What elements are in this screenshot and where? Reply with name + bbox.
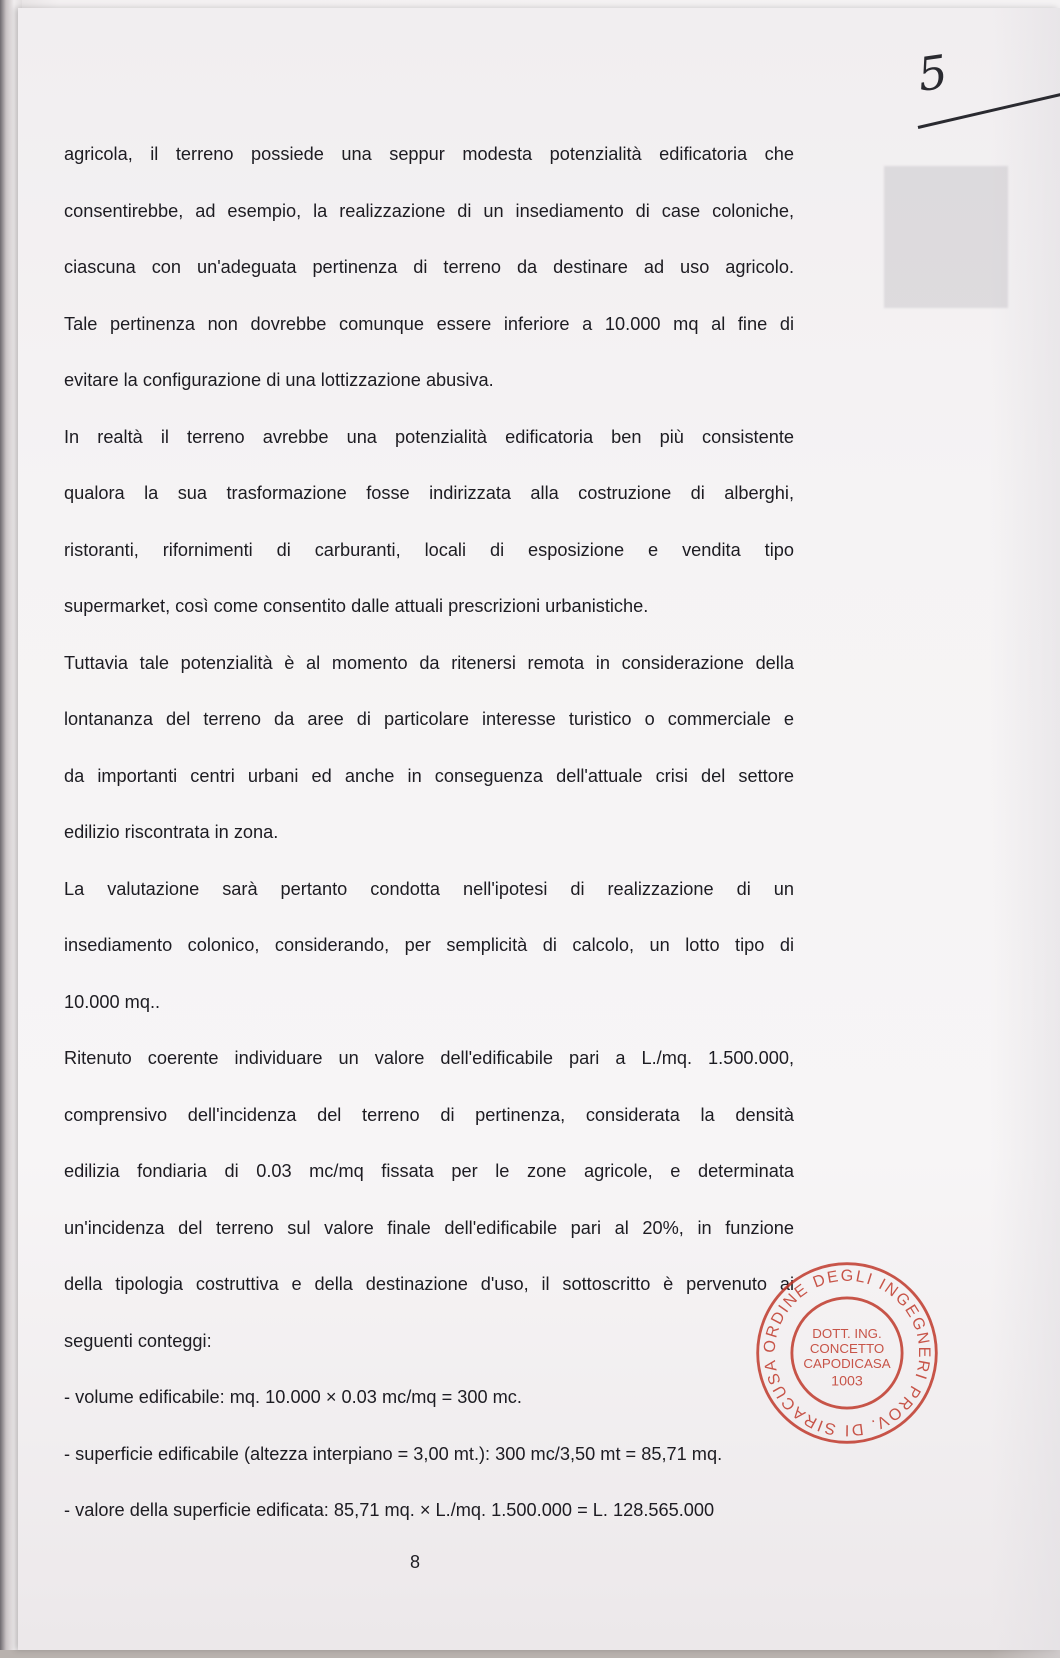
text-line: Tuttavia tale potenzialità è al momento da ritenersi remota in considerazione della — [64, 652, 794, 673]
document-body — [64, 126, 794, 1539]
paragraph — [64, 861, 794, 1031]
text-line: lontananza del terreno da aree di particolare interesse turistico o commerciale e — [64, 709, 794, 729]
paragraph — [64, 126, 794, 409]
text-line: comprensivo dell'incidenza del terreno di pertinenza, considerata la densità — [64, 1104, 794, 1125]
paragraph — [64, 409, 794, 635]
paragraph — [64, 635, 794, 861]
stamp-registration-number: 1003 — [831, 1373, 863, 1390]
text-line: della tipologia costruttiva e della destinazione d'uso, il sottoscritto è pervenuto ai — [64, 1274, 794, 1294]
page-number: 8 — [410, 1552, 421, 1572]
stamp-title: DOTT. ING. — [812, 1325, 882, 1341]
handwritten-annotation — [914, 44, 1058, 146]
paragraph — [64, 1426, 794, 1483]
text-line: Tale pertinenza non dovrebbe comunque essere inferiore a 10.000 mq al fine di — [64, 313, 794, 334]
text-line: 10.000 mq.. — [64, 991, 161, 1012]
text-line: ristoranti, rifornimenti di carburanti, locali di esposizione e vendita tipo — [64, 539, 794, 560]
text-line: supermarket, così come consentito dalle attuali prescrizioni urbanistiche. — [64, 596, 649, 616]
text-line: seguenti conteggi: — [64, 1330, 212, 1351]
text-line: Ritenuto coerente individuare un valore dell'edificabile pari a L./mq. 1.500.000, — [64, 1048, 794, 1068]
engineer-stamp — [752, 1258, 942, 1448]
text-line: agricola, il terreno possiede una seppur modesta potenzialità edificatoria che — [64, 144, 794, 164]
text-line: evitare la configurazione di una lottizzazione abusiva. — [64, 370, 494, 390]
text-line: un'incidenza del terreno sul valore finale dell'edificabile pari al 20%, in funzione — [64, 1217, 794, 1238]
text-line: insediamento colonico, considerando, per semplicità di calcolo, un lotto tipo di — [64, 935, 794, 955]
text-line: edilizio riscontrata in zona. — [64, 822, 279, 842]
text-line: qualora la sua trasformazione fosse indirizzata alla costruzione di alberghi, — [64, 483, 794, 503]
text-line: consentirebbe, ad esempio, la realizzazione di un insediamento di case coloniche, — [64, 200, 794, 221]
text-line: - superficie edificabile (altezza interpiano = 3,00 mt.): 300 mc/3,50 mt = 85,71 mq. — [64, 1443, 723, 1464]
paragraph — [64, 1030, 794, 1369]
handwritten-page-mark: 5 — [914, 44, 953, 102]
stamp-ring-text: ORDINE DEGLI INGEGNERI PROV. DI SIRACUSA — [760, 1266, 934, 1440]
text-line: In realtà il terreno avrebbe una potenzialità edificatoria ben più consistente — [64, 426, 794, 447]
stamp-first-name: CONCETTO — [809, 1341, 885, 1356]
paragraph — [64, 1369, 794, 1426]
text-line: edilizia fondiaria di 0.03 mc/mq fissata per le zone agricole, e determinata — [64, 1161, 794, 1181]
text-line: La valutazione sarà pertanto condotta nell'ipotesi di realizzazione di un — [64, 878, 794, 899]
text-line: da importanti centri urbani ed anche in conseguenza dell'attuale crisi del settore — [64, 765, 794, 786]
paragraph — [64, 1482, 794, 1539]
text-line: - volume edificabile: mq. 10.000 × 0.03 mc/mq = 300 mc. — [64, 1387, 522, 1407]
text-line: ciascuna con un'adeguata pertinenza di terreno da destinare ad uso agricolo. — [64, 257, 794, 277]
text-line: - valore della superficie edificata: 85,71 mq. × L./mq. 1.500.000 = L. 128.565.000 — [64, 1500, 715, 1520]
stamp-surname: CAPODICASA — [803, 1356, 891, 1372]
show-through-mark — [884, 166, 1008, 308]
